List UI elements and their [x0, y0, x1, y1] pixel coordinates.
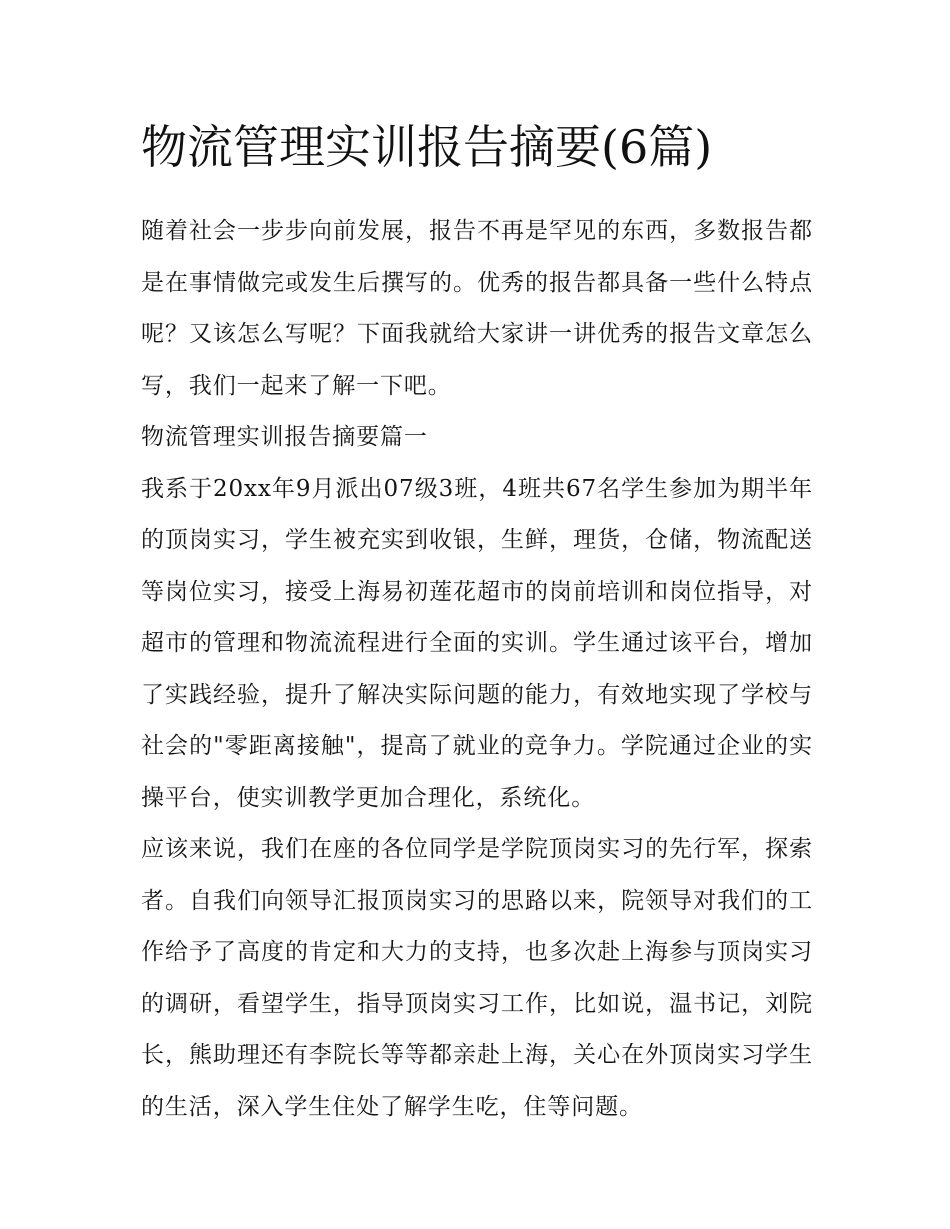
document-body	[141, 110, 813, 1133]
body-paragraph-2: 应该来说，我们在座的各位同学是学院顶岗实习的先行军，探索者。自我们向领导汇报顶岗实习的思路以来，院领导对我们的工作给予了高度的肯定和大力的支持，也多次赴上海参与顶岗实习的调研，看望学生，指导顶岗实习工作，比如说，温书记，刘院长，熊助理还有李院长等等都亲赴上海，关心在外顶岗实习学生的生活，深入学生住处了解学生吃，住等问题。	[141, 836, 813, 1120]
body-paragraph-1: 我系于20xx年9月派出07级3班，4班共67名学生参加为期半年的顶岗实习，学生被充实到收银，生鲜，理货，仓储，物流配送等岗位实习，接受上海易初莲花超市的岗前培训和岗位指导，对超市的管理和物流流程进行全面的实训。学生通过该平台，增加了实践经验，提升了解决实际问题的能力，有效地实现了学校与社会的"零距离接触"，提高了就业的竞争力。学院通过企业的实操平台，使实训教学更加合理化，系统化。	[141, 475, 813, 811]
document-title: 物流管理实训报告摘要(6篇)	[141, 120, 713, 174]
section-heading: 物流管理实训报告摘要篇一	[141, 424, 428, 450]
intro-paragraph: 随着社会一步步向前发展，报告不再是罕见的东西，多数报告都是在事情做完或发生后撰写的。优秀的报告都具备一些什么特点呢？又该怎么写呢？下面我就给大家讲一讲优秀的报告文章怎么写，我们一起来了解一下吧。	[141, 218, 813, 399]
